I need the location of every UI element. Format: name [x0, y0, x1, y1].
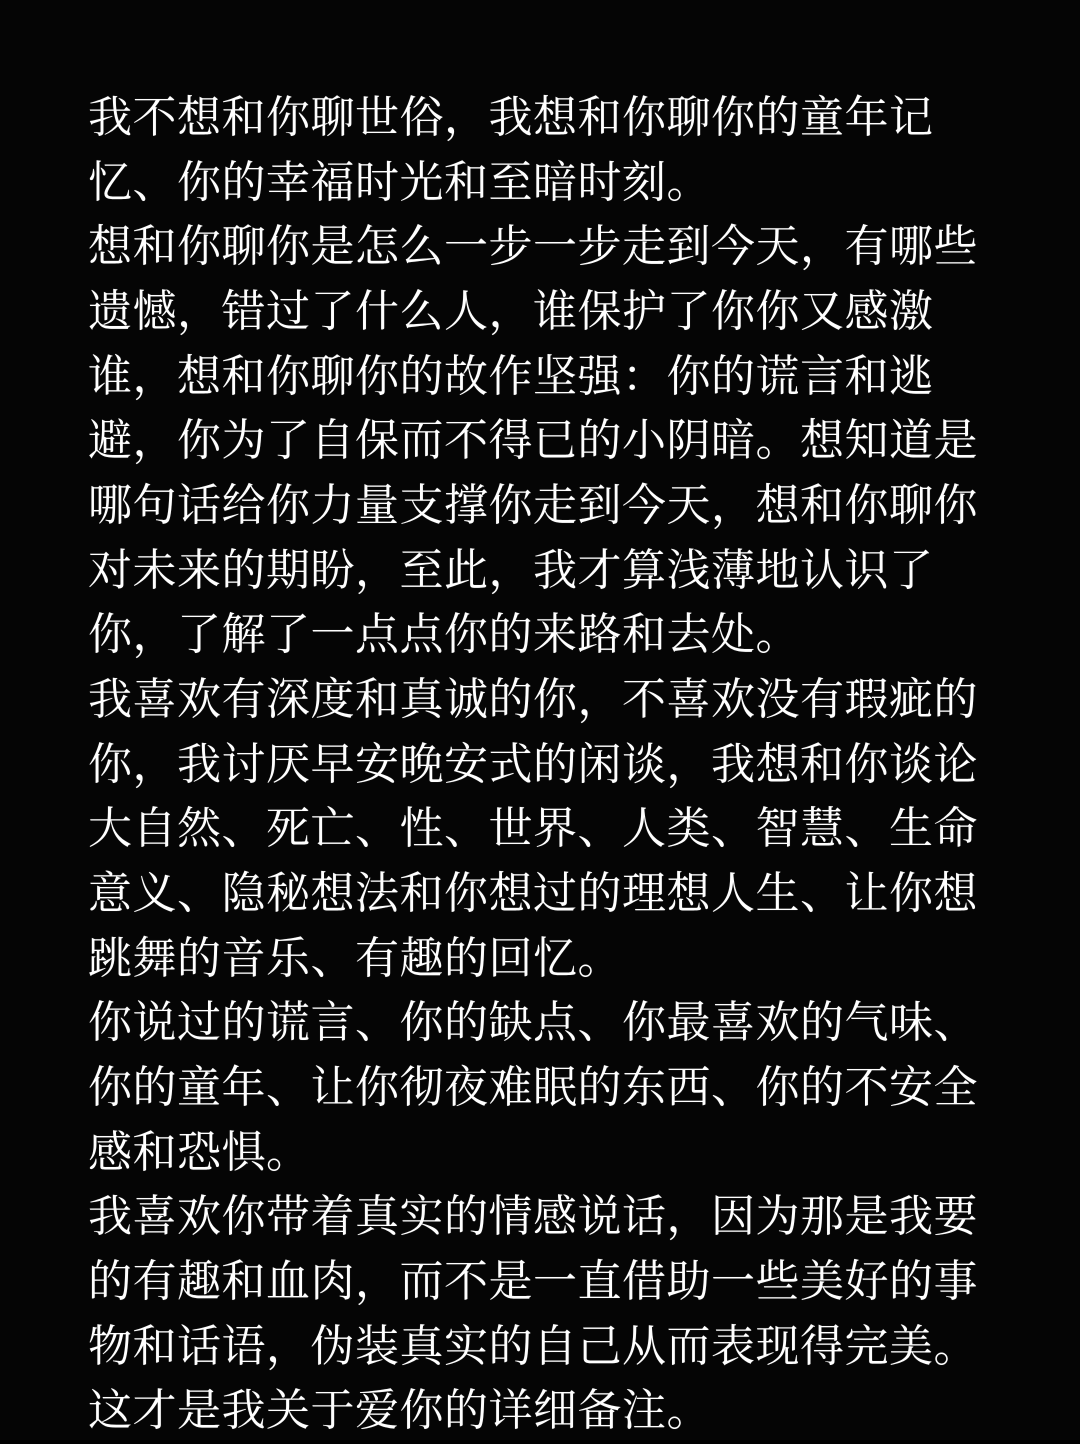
paragraph: 我喜欢你带着真实的情感说话，因为那是我要的有趣和血肉，而不是一直借助一些美好的事物和话语，伪装真实的自己从而表现得完美。这才是我关于爱你的详细备注。 — [88, 1191, 978, 1437]
paragraph: 想和你聊你是怎么一步一步走到今天，有哪些遗憾，错过了什么人，谁保护了你你又感激谁，想和你聊你的故作坚强：你的谎言和逃避，你为了自保而不得已的小阴暗。想知道是哪句话给你力量支撑你走到今天，想和你聊你对未来的期盼，至此，我才算浅薄地认识了你，了解了一点点你的来路和去处。 — [88, 221, 978, 661]
paragraph: 我喜欢有深度和真诚的你，不喜欢没有瑕疵的你，我讨厌早安晚安式的闲谈，我想和你谈论大自然、死亡、性、世界、人类、智慧、生命意义、隐秘想法和你想过的理想人生、让你想跳舞的音乐、有趣的回忆。 — [88, 674, 978, 984]
quote-text-block — [88, 86, 1008, 1444]
paragraph: 我不想和你聊世俗，我想和你聊你的童年记忆、你的幸福时光和至暗时刻。 — [88, 92, 934, 208]
paragraph: 你说过的谎言、你的缺点、你最喜欢的气味、你的童年、让你彻夜难眠的东西、你的不安全感和恐惧。 — [88, 997, 978, 1178]
